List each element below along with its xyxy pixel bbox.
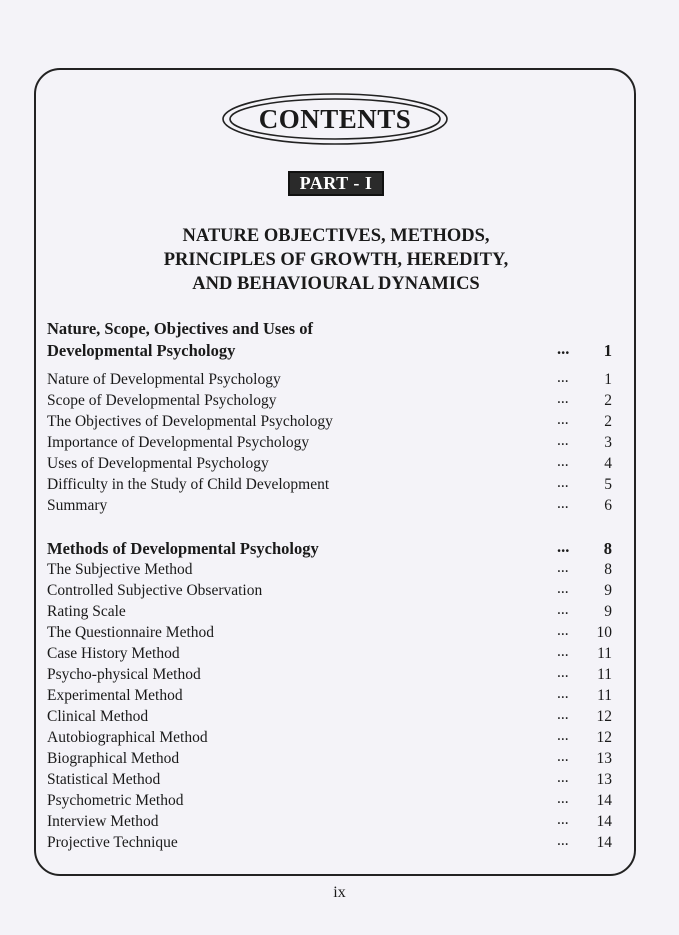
leader-dots: ... (557, 790, 569, 807)
leader-dots: ... (557, 339, 570, 358)
toc-entry[interactable] (47, 495, 612, 516)
part-title-line: AND BEHAVIOURAL DYNAMICS (192, 274, 480, 294)
section-heading-row (47, 538, 612, 559)
page-ref: 2 (604, 413, 612, 430)
leader-dots: ... (557, 411, 569, 428)
toc-entry[interactable] (47, 622, 612, 643)
page-ref: 13 (596, 750, 612, 767)
leader-dots: ... (557, 685, 569, 702)
page-ref: 8 (603, 539, 612, 558)
entry-label: Summary (47, 497, 108, 514)
leader-dots: ... (557, 369, 569, 386)
entry-label: Rating Scale (47, 603, 126, 620)
entry-label: The Objectives of Developmental Psychology (47, 413, 333, 430)
page-ref: 6 (604, 497, 612, 514)
page-ref: 8 (604, 561, 612, 578)
toc-entry[interactable] (47, 832, 612, 853)
leader-dots: ... (557, 769, 569, 786)
page-ref: 14 (596, 813, 612, 830)
entry-label: Importance of Developmental Psychology (47, 434, 310, 451)
toc-entry[interactable] (47, 369, 612, 390)
section-heading: Methods of Developmental Psychology (47, 539, 319, 558)
section-heading (47, 318, 313, 340)
entry-label: Clinical Method (47, 708, 149, 725)
entry-label: Difficulty in the Study of Child Development (47, 476, 330, 493)
page-ref: 12 (596, 708, 612, 725)
entry-label: The Subjective Method (47, 561, 193, 578)
toc-entry[interactable] (47, 390, 612, 411)
entry-label: Uses of Developmental Psychology (47, 455, 269, 472)
part-label: PART - I (288, 171, 384, 196)
entry-label: Experimental Method (47, 687, 183, 704)
page-ref: 11 (597, 687, 612, 704)
page-ref: 5 (604, 476, 612, 493)
part-title-line: NATURE OBJECTIVES, METHODS, (182, 226, 490, 246)
leader-dots: ... (557, 390, 569, 407)
page-ref: 11 (597, 666, 612, 683)
page-number: ix (333, 884, 346, 901)
toc-entry[interactable] (47, 601, 612, 622)
leader-dots: ... (557, 453, 569, 470)
leader-dots: ... (557, 664, 569, 681)
leader-dots: ... (557, 537, 570, 556)
page-ref: 9 (604, 582, 612, 599)
toc-entry[interactable] (47, 643, 612, 664)
page-ref: 13 (596, 771, 612, 788)
toc-entry[interactable] (47, 411, 612, 432)
toc-entry[interactable] (47, 748, 612, 769)
entry-label: Autobiographical Method (47, 729, 208, 746)
page-ref: 9 (604, 603, 612, 620)
toc-entry[interactable] (47, 706, 612, 727)
toc-entry[interactable] (47, 727, 612, 748)
page-ref: 14 (596, 792, 612, 809)
page-ref: 11 (597, 645, 612, 662)
entry-label: Interview Method (47, 813, 159, 830)
entry-label: Scope of Developmental Psychology (47, 392, 277, 409)
entry-label: Case History Method (47, 645, 180, 662)
page-ref: 10 (596, 624, 612, 641)
entry-label: The Questionnaire Method (47, 624, 215, 641)
entry-label: Controlled Subjective Observation (47, 582, 263, 599)
entry-label: Biographical Method (47, 750, 180, 767)
entry-label: Nature of Developmental Psychology (47, 371, 281, 388)
page-ref: 14 (596, 834, 612, 851)
leader-dots: ... (557, 727, 569, 744)
page-ref: 3 (604, 434, 612, 451)
toc-entry[interactable] (47, 769, 612, 790)
leader-dots: ... (557, 580, 569, 597)
leader-dots: ... (557, 559, 569, 576)
part-title-line: PRINCIPLES OF GROWTH, HEREDITY, (163, 250, 509, 270)
toc-entry[interactable] (47, 432, 612, 453)
leader-dots: ... (557, 748, 569, 765)
toc-entry[interactable] (47, 474, 612, 495)
toc-entry[interactable] (47, 453, 612, 474)
section-heading-line: Nature, Scope, Objectives and Uses of (47, 319, 313, 338)
page-title: CONTENTS (258, 103, 412, 134)
toc-entry[interactable] (47, 559, 612, 580)
contents-title-badge (220, 92, 450, 146)
page-ref: 4 (604, 455, 612, 472)
page-ref: 2 (604, 392, 612, 409)
leader-dots: ... (557, 643, 569, 660)
entry-label: Psycho-physical Method (47, 666, 201, 683)
leader-dots: ... (557, 832, 569, 849)
entry-label: Projective Technique (47, 834, 178, 851)
part-title (100, 224, 572, 296)
leader-dots: ... (557, 432, 569, 449)
leader-dots: ... (557, 811, 569, 828)
page-ref: 1 (603, 341, 612, 360)
toc-entry[interactable] (47, 685, 612, 706)
section-heading-line: Developmental Psychology (47, 341, 236, 360)
toc-entry[interactable] (47, 580, 612, 601)
leader-dots: ... (557, 474, 569, 491)
leader-dots: ... (557, 706, 569, 723)
page-ref: 12 (596, 729, 612, 746)
page-ref: 1 (604, 371, 612, 388)
entry-label: Statistical Method (47, 771, 161, 788)
leader-dots: ... (557, 601, 569, 618)
toc-entry[interactable] (47, 811, 612, 832)
leader-dots: ... (557, 495, 569, 512)
toc-entry[interactable] (47, 664, 612, 685)
entry-label: Psychometric Method (47, 792, 184, 809)
toc-entry[interactable] (47, 790, 612, 811)
section-heading-row (47, 340, 612, 361)
leader-dots: ... (557, 622, 569, 639)
